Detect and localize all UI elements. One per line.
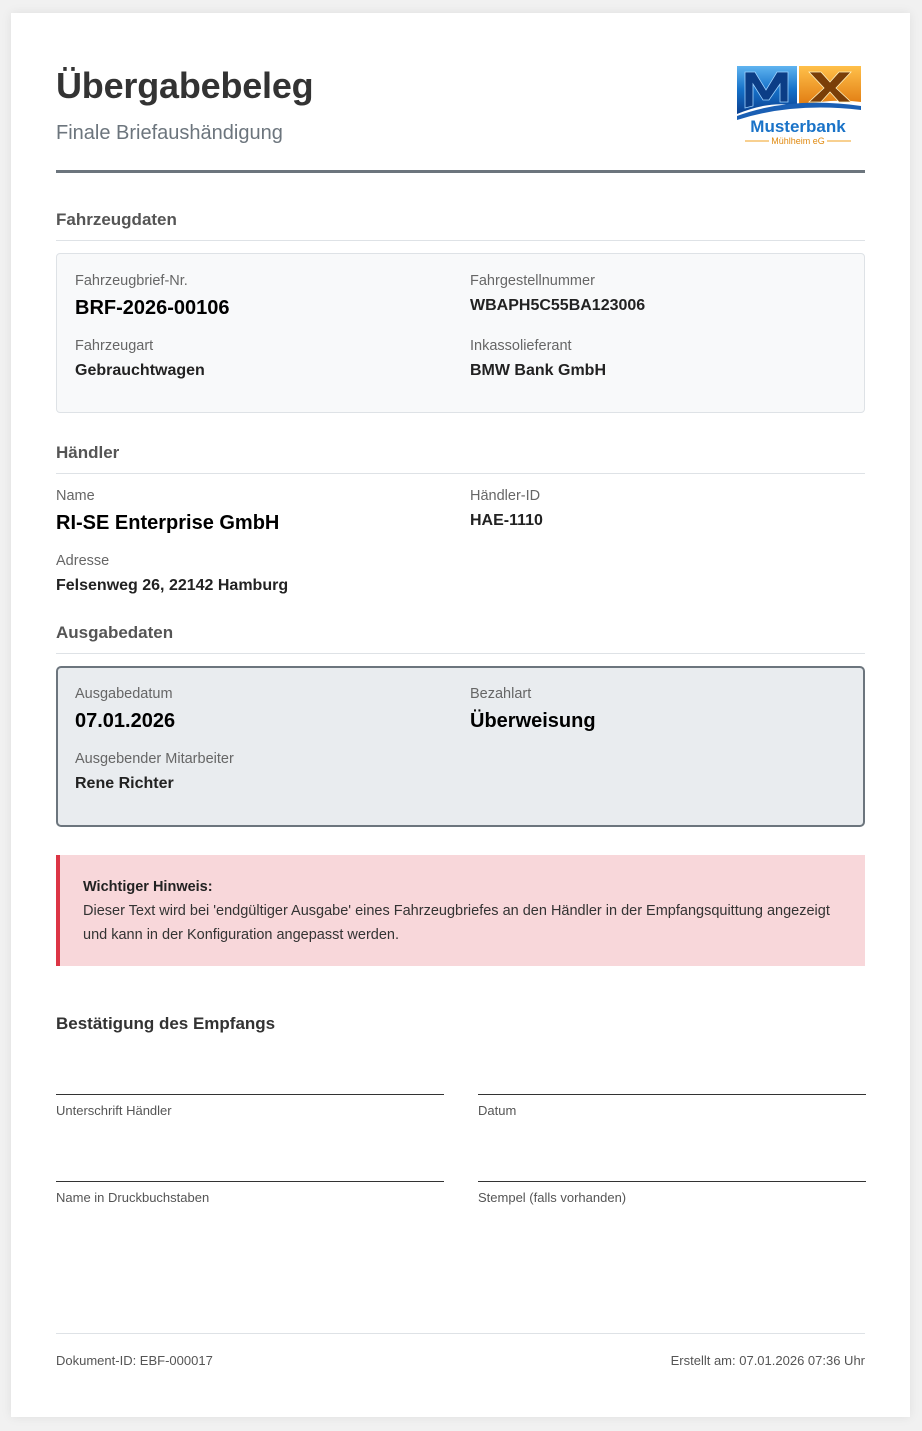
field-vehicle-letter-number <box>75 273 470 320</box>
section-title-vehicle: Fahrzeugdaten <box>56 210 865 241</box>
signature-label: Name in Druckbuchstaben <box>56 1190 210 1205</box>
musterbank-logo <box>731 62 865 148</box>
signature-field-printed-name <box>56 1181 444 1268</box>
field-dealer-address <box>56 553 470 595</box>
field-label: Ausgabedatum <box>75 686 173 702</box>
signature-line <box>56 1094 444 1095</box>
vehicle-section <box>56 210 865 413</box>
field-value: BRF-2026-00106 <box>75 297 230 319</box>
confirmation-title: Bestätigung des Empfangs <box>56 1014 276 1033</box>
important-notice <box>56 855 865 966</box>
field-label: Fahrgestellnummer <box>470 273 595 289</box>
section-title-dealer: Händler <box>56 443 865 474</box>
field-dealer-id <box>470 488 865 535</box>
field-label: Adresse <box>56 553 110 569</box>
field-value: 07.01.2026 <box>75 710 176 732</box>
field-payment-method <box>470 686 846 733</box>
field-value: Felsenweg 26, 22142 Hamburg <box>56 577 289 594</box>
notice-text: Dieser Text wird bei 'endgültiger Ausgabe' eines Fahrzeugbriefes an den Händler in der Empfangsquittung angezeigt und kann in der Konfiguration angepasst werden. <box>83 903 830 943</box>
field-vehicle-type <box>75 338 470 380</box>
field-label: Fahrzeugbrief-Nr. <box>75 273 188 289</box>
page-title: Übergabebeleg <box>56 65 314 106</box>
field-label: Name <box>56 488 95 504</box>
signature-field-dealer <box>56 1094 444 1181</box>
document-header <box>56 13 865 173</box>
section-title-issue: Ausgabedaten <box>56 623 865 654</box>
field-label: Inkassolieferant <box>470 338 572 354</box>
field-dealer-name <box>56 488 470 535</box>
signature-line <box>478 1181 866 1182</box>
field-value: Rene Richter <box>75 775 174 792</box>
signature-field-stamp <box>478 1181 866 1268</box>
signature-line <box>478 1094 866 1095</box>
signature-grid <box>56 1094 865 1268</box>
dealer-section <box>56 443 865 613</box>
page-subtitle: Finale Briefaushändigung <box>56 122 283 144</box>
field-value: HAE-1110 <box>470 512 543 529</box>
field-value: BMW Bank GmbH <box>470 362 606 379</box>
notice-title: Wichtiger Hinweis: <box>83 879 213 895</box>
field-issuing-employee <box>75 751 470 793</box>
field-label: Händler-ID <box>470 488 541 504</box>
field-label: Bezahlart <box>470 686 532 702</box>
vehicle-data-box <box>56 253 865 413</box>
signature-label: Datum <box>478 1103 517 1118</box>
issue-section <box>56 623 865 827</box>
field-value: Überweisung <box>470 710 596 732</box>
document-page <box>11 13 910 1417</box>
field-value: WBAPH5C55BA123006 <box>470 297 646 314</box>
field-collection-supplier <box>470 338 847 380</box>
document-footer <box>56 1333 865 1368</box>
field-chassis-number <box>470 273 847 320</box>
svg-text:Mühlheim eG: Mühlheim eG <box>771 136 825 146</box>
signature-line <box>56 1181 444 1182</box>
document-id: Dokument-ID: EBF-000017 <box>56 1353 213 1368</box>
field-label: Ausgebender Mitarbeiter <box>75 751 234 767</box>
field-issue-date <box>75 686 470 733</box>
signature-label: Unterschrift Händler <box>56 1103 172 1118</box>
signature-field-date <box>478 1094 866 1181</box>
svg-text:Musterbank: Musterbank <box>750 117 846 136</box>
field-value: RI-SE Enterprise GmbH <box>56 512 280 534</box>
field-label: Fahrzeugart <box>75 338 154 354</box>
signature-label: Stempel (falls vorhanden) <box>478 1190 627 1205</box>
created-timestamp: Erstellt am: 07.01.2026 07:36 Uhr <box>670 1353 865 1368</box>
field-value: Gebrauchtwagen <box>75 362 205 379</box>
issue-data-box <box>56 666 865 827</box>
